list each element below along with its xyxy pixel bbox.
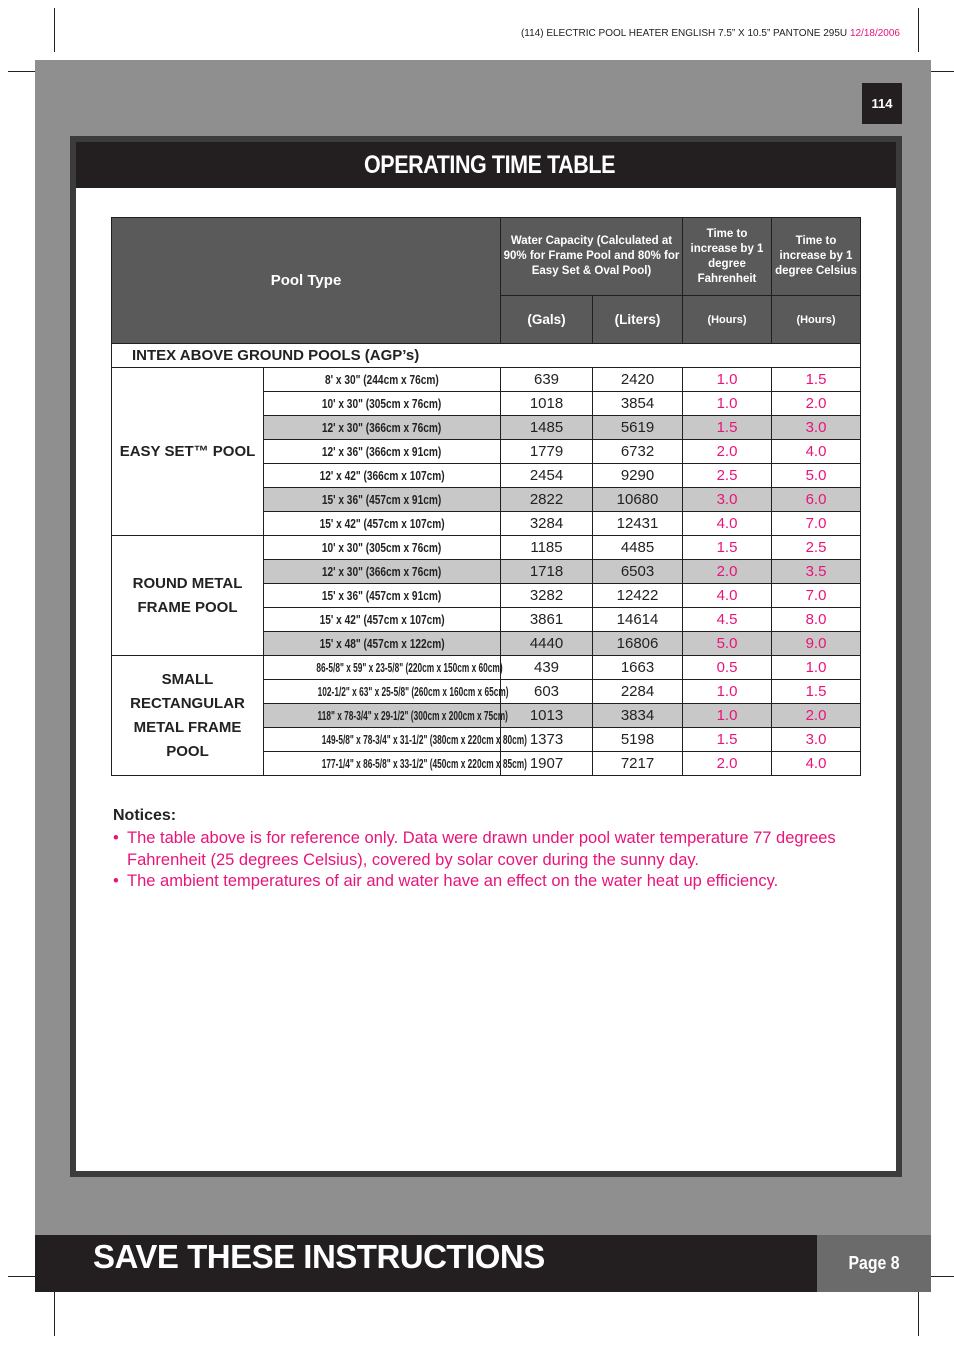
gals-cell: 603: [501, 680, 593, 704]
page-number-badge: 114: [862, 83, 902, 124]
pool-size-cell: [264, 752, 527, 776]
gals-cell: 439: [501, 656, 593, 680]
hours-c-cell: 4.0: [772, 440, 861, 464]
pool-size-text: 15' x 36" (457cm x 91cm): [322, 492, 442, 507]
hours-f-cell: 1.0: [683, 704, 772, 728]
gals-cell: 1373: [501, 728, 593, 752]
hours-c-cell: 5.0: [772, 464, 861, 488]
pool-size-cell: [264, 680, 509, 704]
notice-text: The ambient temperatures of air and water have an effect on the water heat up efficiency.: [127, 872, 779, 890]
hours-c-cell: 1.5: [772, 368, 861, 392]
pool-size-cell: [264, 512, 501, 536]
hours-c-cell: 7.0: [772, 512, 861, 536]
table-row: [112, 536, 861, 560]
liters-cell: 12431: [593, 512, 683, 536]
hours-f-cell: 2.0: [683, 560, 772, 584]
hours-c-cell: 3.0: [772, 728, 861, 752]
pool-size-text: 12' x 30" (366cm x 76cm): [322, 564, 442, 579]
gals-cell: 3861: [501, 608, 593, 632]
notice-item: [113, 871, 873, 893]
pool-size-cell: [264, 536, 501, 560]
pool-size-cell: [264, 368, 501, 392]
hours-c-cell: 9.0: [772, 632, 861, 656]
table-row: [112, 656, 861, 680]
hours-f-cell: 1.5: [683, 536, 772, 560]
pool-group-name: ROUND METAL FRAME POOL: [112, 536, 264, 656]
gals-cell: 1018: [501, 392, 593, 416]
hours-c-cell: 7.0: [772, 584, 861, 608]
pool-size-cell: [264, 488, 501, 512]
page-indicator: [817, 1235, 931, 1292]
pool-size-text: 102-1/2" x 63" x 25-5/8" (260cm x 160cm x 65cm): [317, 684, 509, 699]
notice-item: [113, 828, 873, 871]
crop-mark: [918, 1292, 919, 1336]
liters-cell: 14614: [593, 608, 683, 632]
liters-cell: 9290: [593, 464, 683, 488]
crop-mark: [918, 8, 919, 52]
pool-size-cell: [264, 584, 501, 608]
liters-cell: 3834: [593, 704, 683, 728]
pool-size-text: 10' x 30" (305cm x 76cm): [322, 540, 442, 555]
hours-f-cell: 5.0: [683, 632, 772, 656]
page-title: OPERATING TIME TABLE: [364, 151, 615, 179]
table-row: [112, 368, 861, 392]
liters-cell: 2420: [593, 368, 683, 392]
print-info: [521, 28, 900, 39]
liters-cell: 6732: [593, 440, 683, 464]
hours-c-cell: 3.5: [772, 560, 861, 584]
gals-cell: 639: [501, 368, 593, 392]
hours-c-cell: 8.0: [772, 608, 861, 632]
gals-cell: 1718: [501, 560, 593, 584]
liters-unit-header: (Liters): [593, 296, 683, 344]
hours-f-cell: 3.0: [683, 488, 772, 512]
pool-size-text: 8' x 30" (244cm x 76cm): [325, 372, 439, 387]
pool-size-cell: [264, 608, 501, 632]
liters-cell: 4485: [593, 536, 683, 560]
pool-size-cell: [264, 656, 501, 680]
pool-size-text: 15' x 48" (457cm x 122cm): [319, 636, 445, 651]
hours-f-cell: 1.5: [683, 416, 772, 440]
pool-size-cell: [264, 704, 508, 728]
hours-f-cell: 4.5: [683, 608, 772, 632]
gals-cell: 4440: [501, 632, 593, 656]
crop-mark: [54, 8, 55, 52]
pool-size-text: 15' x 42" (457cm x 107cm): [319, 612, 445, 627]
pool-size-text: 12' x 30" (366cm x 76cm): [322, 420, 442, 435]
water-capacity-header: Water Capacity (Calculated at 90% for Frame Pool and 80% for Easy Set & Oval Pool): [501, 218, 683, 296]
hours-c-cell: 1.0: [772, 656, 861, 680]
hours-c-cell: 1.5: [772, 680, 861, 704]
notices-title: Notices:: [113, 807, 177, 824]
pool-size-text: 149-5/8" x 78-3/4" x 31-1/2" (380cm x 220cm x 80cm): [321, 732, 527, 747]
pool-size-cell: [264, 440, 501, 464]
hours-c-cell: 2.0: [772, 392, 861, 416]
section-label: INTEX ABOVE GROUND POOLS (AGP’s): [112, 344, 861, 368]
crop-mark: [54, 1292, 55, 1336]
gals-cell: 1779: [501, 440, 593, 464]
table-body: [112, 344, 861, 776]
pool-size-cell: [264, 464, 501, 488]
pool-size-text: 15' x 42" (457cm x 107cm): [319, 516, 445, 531]
hours-f-cell: 0.5: [683, 656, 772, 680]
pool-group-name: EASY SET™ POOL: [112, 368, 264, 536]
hours-c-cell: 2.5: [772, 536, 861, 560]
gals-cell: 1185: [501, 536, 593, 560]
print-info-text: (114) ELECTRIC POOL HEATER ENGLISH 7.5” X 10.5” PANTONE 295U: [520, 28, 848, 39]
gals-unit-header: (Gals): [501, 296, 593, 344]
pool-size-text: 10' x 30" (305cm x 76cm): [322, 396, 442, 411]
pool-type-header: Pool Type: [112, 218, 501, 344]
hours-c-cell: 2.0: [772, 704, 861, 728]
hours-f-cell: 4.0: [683, 584, 772, 608]
notice-text: The table above is for reference only. Data were drawn under pool water temperature 77 degrees Fahrenheit (25 degrees Celsius), covered by solar cover during the sunny day.: [127, 829, 836, 869]
pool-size-cell: [264, 416, 501, 440]
hours-f-cell: 2.0: [683, 752, 772, 776]
liters-cell: 12422: [593, 584, 683, 608]
notices: [113, 807, 873, 893]
liters-cell: 16806: [593, 632, 683, 656]
hours-f-cell: 1.0: [683, 392, 772, 416]
hours-c-unit-header: (Hours): [772, 296, 861, 344]
gals-cell: 1907: [501, 752, 593, 776]
gals-cell: 1485: [501, 416, 593, 440]
gals-cell: 3284: [501, 512, 593, 536]
gals-cell: 3282: [501, 584, 593, 608]
hours-f-cell: 2.5: [683, 464, 772, 488]
hours-f-cell: 1.0: [683, 680, 772, 704]
liters-cell: 6503: [593, 560, 683, 584]
operating-time-table: [111, 217, 861, 776]
hours-f-cell: 1.5: [683, 728, 772, 752]
time-fahrenheit-header: Time to increase by 1 degree Fahrenheit: [683, 218, 772, 296]
liters-cell: 5619: [593, 416, 683, 440]
pool-size-cell: [264, 392, 501, 416]
liters-cell: 2284: [593, 680, 683, 704]
liters-cell: 5198: [593, 728, 683, 752]
pool-size-text: 12' x 42" (366cm x 107cm): [319, 468, 445, 483]
hours-f-unit-header: (Hours): [683, 296, 772, 344]
save-instructions-text: SAVE THESE INSTRUCTIONS: [93, 1238, 545, 1275]
bullet-glyph: •: [113, 829, 119, 847]
hours-f-cell: 1.0: [683, 368, 772, 392]
liters-cell: 3854: [593, 392, 683, 416]
hours-f-cell: 2.0: [683, 440, 772, 464]
pool-size-cell: [264, 560, 501, 584]
gals-cell: 2822: [501, 488, 593, 512]
hours-c-cell: 3.0: [772, 416, 861, 440]
liters-cell: 1663: [593, 656, 683, 680]
pool-size-cell: [264, 632, 501, 656]
page-label: Page 8: [848, 1253, 900, 1273]
pool-size-text: 15' x 36" (457cm x 91cm): [322, 588, 442, 603]
gals-cell: 2454: [501, 464, 593, 488]
liters-cell: 10680: [593, 488, 683, 512]
pool-size-cell: [264, 728, 527, 752]
liters-cell: 7217: [593, 752, 683, 776]
bullet-glyph: •: [113, 872, 119, 890]
hours-c-cell: 6.0: [772, 488, 861, 512]
print-date: 12/18/2006: [849, 28, 900, 39]
pool-size-text: 86-5/8" x 59" x 23-5/8" (220cm x 150cm x 60cm): [316, 660, 503, 675]
pool-size-text: 118" x 78-3/4" x 29-1/2" (300cm x 200cm x 75cm): [317, 708, 508, 723]
hours-f-cell: 4.0: [683, 512, 772, 536]
pool-size-text: 177-1/4" x 86-5/8" x 33-1/2" (450cm x 220cm x 85cm): [321, 756, 527, 771]
gals-cell: 1013: [501, 704, 593, 728]
hours-c-cell: 4.0: [772, 752, 861, 776]
time-celsius-header: Time to increase by 1 degree Celsius: [772, 218, 861, 296]
pool-size-text: 12' x 36" (366cm x 91cm): [322, 444, 442, 459]
pool-group-name: SMALL RECTANGULAR METAL FRAME POOL: [112, 656, 264, 776]
